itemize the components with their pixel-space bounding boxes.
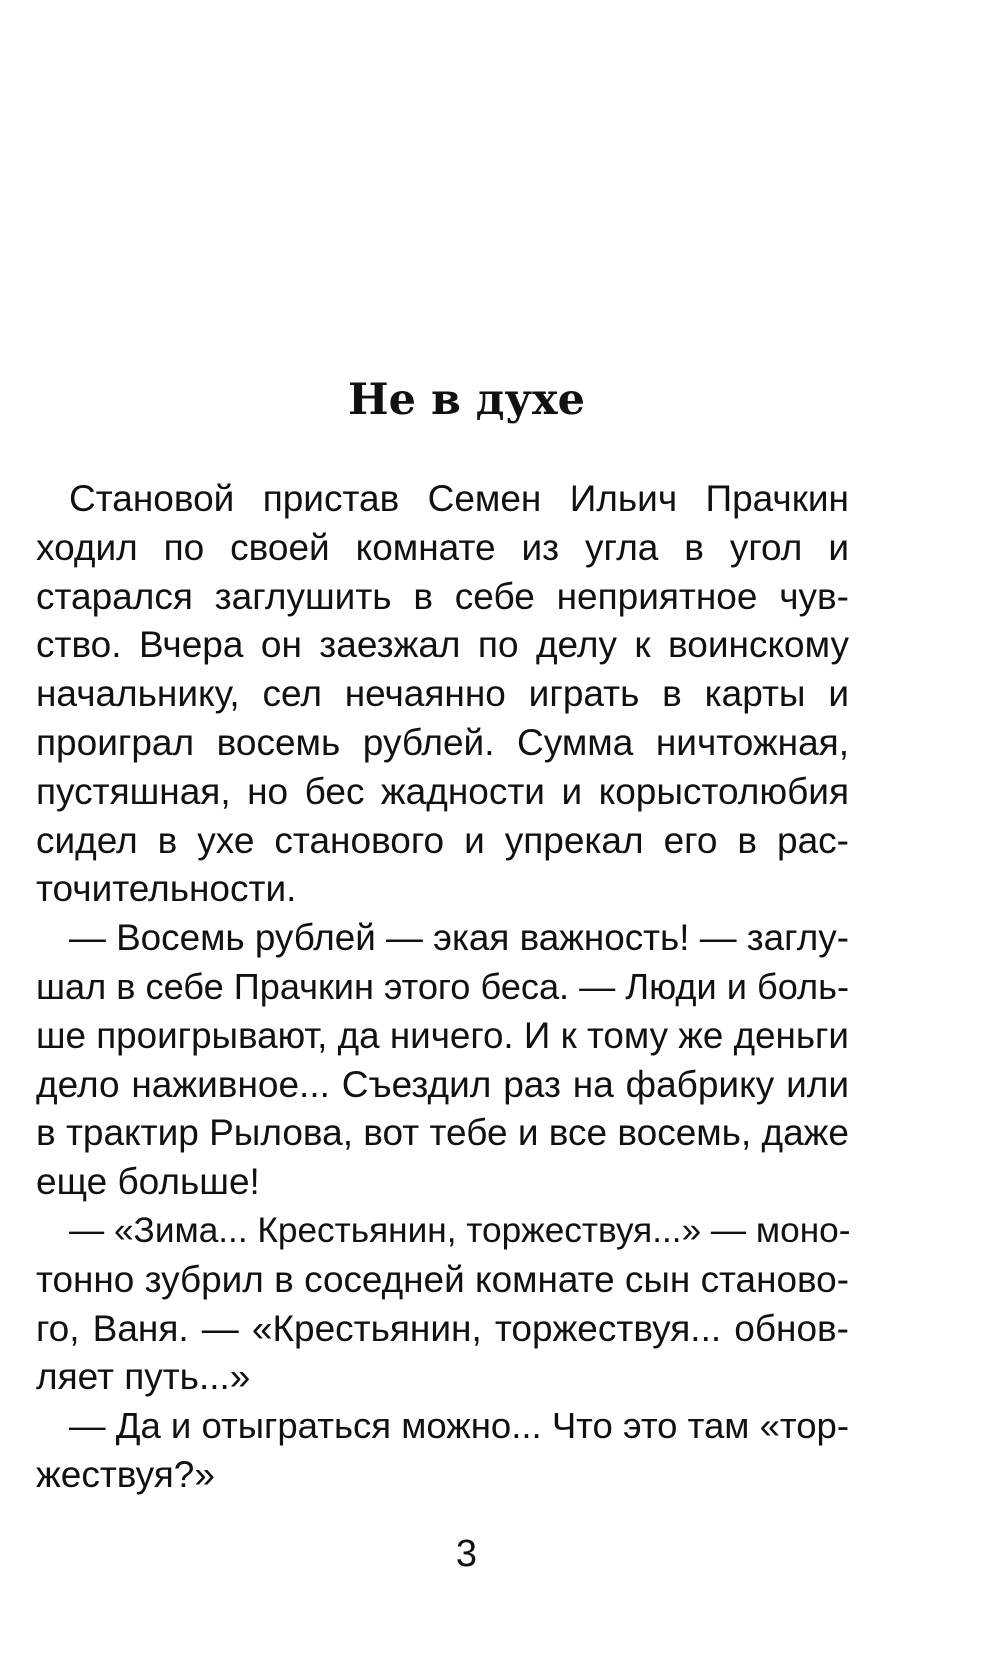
paragraph [36,475,849,914]
text-line: пустяшная, но бес жадности и корыстолюбия [36,770,849,812]
text-line: еще больше! [36,1161,260,1203]
text-line: проиграл восемь рублей. Сумма ничтожная, [36,721,849,763]
paragraph [36,1207,849,1402]
text-line: тонно зубрил в соседней комнате сын станово- [36,1258,849,1300]
text-line: — Восемь рублей — экая важность! — заглу- [69,917,849,959]
text-line: — Да и отыграться можно... Что это там «тор- [69,1405,850,1447]
text-line: дело наживное... Съездил раз на фабрику или [36,1063,849,1105]
body-text [36,475,849,1500]
chapter-title: Не в духе [348,375,585,425]
paragraph [36,1402,849,1500]
paragraph [36,914,849,1207]
text-line: го, Ваня. — «Крестьянин, торжествуя... обнов- [36,1307,849,1349]
text-line: в трактир Рылова, вот тебе и все восемь, даже [36,1112,849,1154]
text-line: — «Зима... Крестьянин, торжествуя...» — моно- [69,1210,851,1250]
text-line: шал в себе Прачкин этого беса. — Люди и боль- [36,965,849,1007]
text-line: ше проигрывают, да ничего. И к тому же деньги [36,1014,849,1056]
text-line: ляет путь...» [36,1356,251,1398]
text-line: жествуя?» [36,1453,215,1495]
page-number: 3 [455,1533,478,1575]
text-line: Становой пристав Семен Ильич Прачкин [69,478,849,519]
text-line: ство. Вчера он заезжал по делу к воинскому [36,624,849,666]
text-line: ходил по своей комнате из угла в угол и [36,526,849,568]
text-line: старался заглушить в себе неприятное чув- [36,575,849,617]
text-line: начальнику, сел нечаянно играть в карты и [36,673,849,715]
text-line: точительности. [36,868,297,910]
text-line: сидел в ухе станового и упрекал его в рас- [36,819,849,861]
